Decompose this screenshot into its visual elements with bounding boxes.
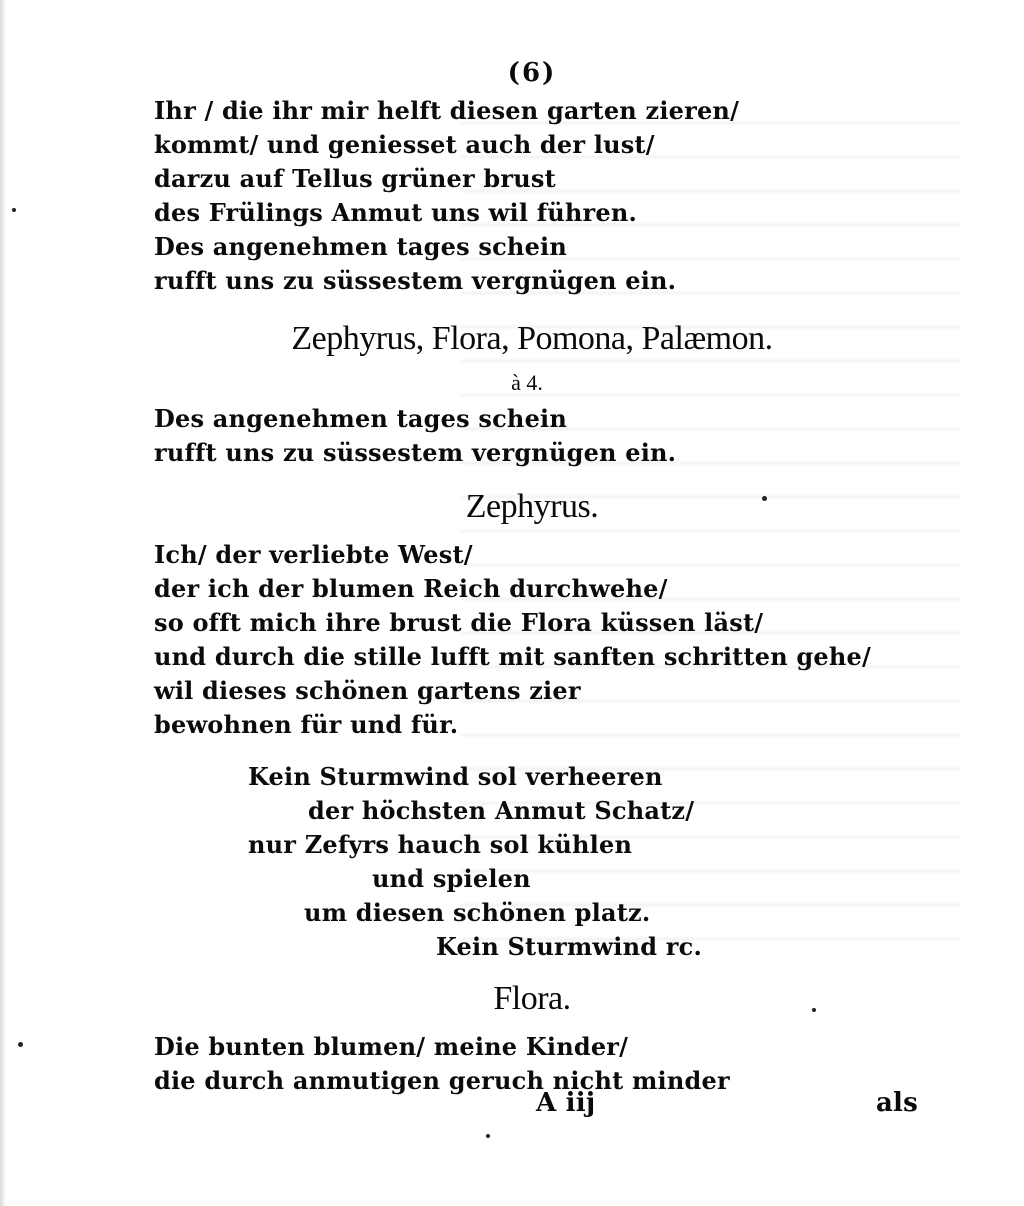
page-number: (6) [507, 58, 557, 88]
catchword: als [876, 1088, 918, 1118]
verse-line: um diesen schönen platz. [304, 898, 651, 927]
verse-line: kommt/ und geniesset auch der lust/ [154, 130, 655, 159]
verse-line: Des angenehmen tages schein [154, 232, 568, 261]
verse-line: der ich der blumen Reich durchwehe/ [154, 574, 668, 603]
verse-marker: à 4. [511, 370, 543, 395]
verse-line: nur Zefyrs hauch sol kühlen [248, 830, 633, 859]
signature-mark: A iij [536, 1088, 596, 1118]
verse-line: und spielen [372, 864, 531, 893]
ink-speck [486, 1134, 490, 1138]
ink-speck [12, 208, 16, 212]
verse-line: und durch die stille lufft mit sanften schritten gehe/ [154, 642, 871, 671]
zephyrus-stanza [154, 538, 871, 742]
verse-line: Ich/ der verliebte West/ [154, 540, 473, 569]
ink-speck [18, 1042, 23, 1047]
page-header [0, 58, 1024, 88]
verse-line: Ihr / die ihr mir helft diesen garten zieren/ [154, 96, 740, 125]
verse-line: darzu auf Tellus grüner brust [154, 164, 556, 193]
verse-line: der höchsten Anmut Schatz/ [308, 796, 695, 825]
speaker-zephyrus-heading: Zephyrus. [465, 488, 599, 525]
verse-line: rufft uns zu süssestem vergnügen ein. [154, 438, 677, 467]
speaker-group-heading: Zephyrus, Flora, Pomona, Palæmon. [291, 320, 773, 357]
speaker-flora-heading: Flora. [493, 980, 571, 1017]
verse-line: Kein Sturmwind rc. [436, 932, 703, 961]
verse-line: des Frülings Anmut uns wil führen. [154, 198, 638, 227]
verse-line: rufft uns zu süssestem vergnügen ein. [154, 266, 677, 295]
verse-line: Des angenehmen tages schein [154, 404, 568, 433]
verse-line: Die bunten blumen/ meine Kinder/ [154, 1032, 629, 1061]
ink-speck [812, 1008, 816, 1012]
verse-line: bewohnen für und für. [154, 710, 459, 739]
opening-stanza [154, 94, 739, 298]
verse-line: die durch anmutigen geruch nicht minder [154, 1066, 730, 1095]
verse-line: Kein Sturmwind sol verheeren [248, 762, 663, 791]
aria-stanza [248, 760, 703, 964]
verse-line: wil dieses schönen gartens zier [154, 676, 581, 705]
group-stanza [154, 402, 676, 470]
verse-line: so offt mich ihre brust die Flora küssen läst/ [154, 608, 764, 637]
page-edge-shadow [0, 0, 6, 1206]
ink-speck [762, 496, 767, 501]
flora-stanza [154, 1030, 730, 1098]
